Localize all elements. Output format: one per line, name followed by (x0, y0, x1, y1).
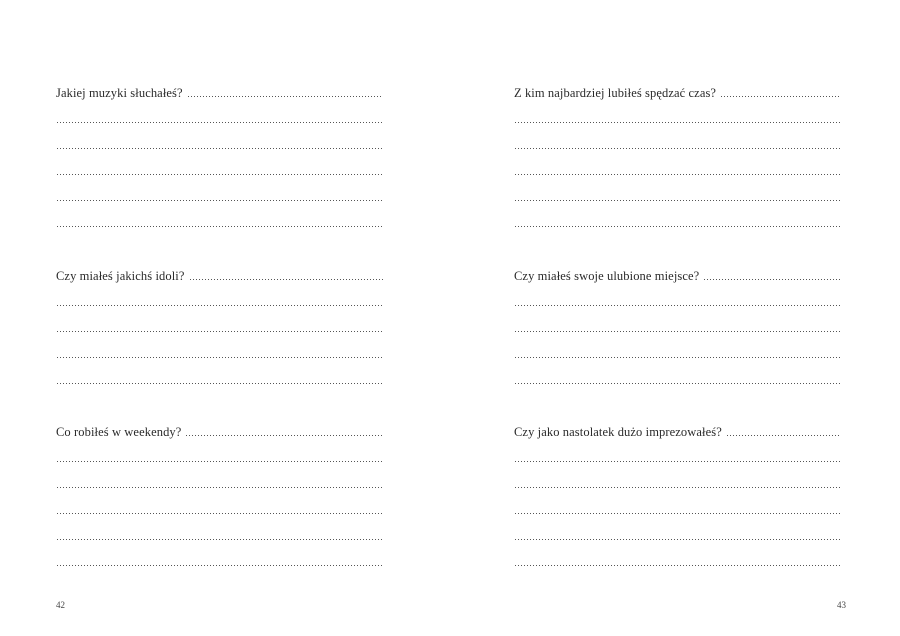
question-text: Z kim najbardziej lubiłeś spędzać czas? (514, 86, 717, 100)
answer-line[interactable] (514, 152, 841, 178)
answer-line[interactable] (514, 178, 841, 204)
question-text: Czy miałeś swoje ulubione miejsce? (514, 269, 700, 283)
question-text: Czy miałeś jakichś idoli? (56, 269, 185, 283)
question-line (56, 74, 383, 100)
question-line (514, 74, 841, 100)
question-line (514, 413, 841, 439)
question-line (514, 257, 841, 283)
right-page (450, 0, 900, 636)
answer-line[interactable] (56, 152, 383, 178)
answer-line[interactable] (514, 283, 841, 309)
question-block-weekends (56, 413, 383, 569)
answer-line[interactable] (56, 543, 383, 569)
question-text: Czy jako nastolatek dużo imprezowałeś? (514, 425, 722, 439)
answer-line[interactable] (56, 491, 383, 517)
dotted-fill (187, 95, 383, 98)
answer-line[interactable] (56, 309, 383, 335)
answer-line[interactable] (514, 126, 841, 152)
question-line (56, 413, 383, 439)
dotted-fill (185, 434, 383, 437)
dotted-fill (189, 278, 383, 281)
question-block-parties (514, 413, 841, 569)
answer-line[interactable] (514, 361, 841, 387)
answer-line[interactable] (514, 204, 841, 230)
answer-line[interactable] (56, 361, 383, 387)
answer-line[interactable] (514, 517, 841, 543)
answer-line[interactable] (56, 517, 383, 543)
question-text: Jakiej muzyki słuchałeś? (56, 86, 183, 100)
answer-line[interactable] (56, 178, 383, 204)
question-block-favorite-place (514, 257, 841, 387)
question-block-company (514, 74, 841, 230)
answer-line[interactable] (514, 491, 841, 517)
answer-line[interactable] (56, 283, 383, 309)
answer-line[interactable] (56, 204, 383, 230)
answer-line[interactable] (56, 100, 383, 126)
answer-line[interactable] (56, 335, 383, 361)
question-text: Co robiłeś w weekendy? (56, 425, 182, 439)
answer-line[interactable] (56, 439, 383, 465)
page-number: 43 (837, 600, 846, 610)
answer-line[interactable] (514, 465, 841, 491)
answer-line[interactable] (514, 100, 841, 126)
answer-line[interactable] (56, 126, 383, 152)
dotted-fill (726, 434, 841, 437)
question-line (56, 257, 383, 283)
answer-line[interactable] (514, 309, 841, 335)
dotted-fill (720, 95, 841, 98)
question-block-idols (56, 257, 383, 387)
answer-line[interactable] (514, 335, 841, 361)
answer-line[interactable] (514, 439, 841, 465)
page-number: 42 (56, 600, 65, 610)
question-block-music (56, 74, 383, 230)
answer-line[interactable] (56, 465, 383, 491)
dotted-fill (703, 278, 841, 281)
answer-line[interactable] (514, 543, 841, 569)
